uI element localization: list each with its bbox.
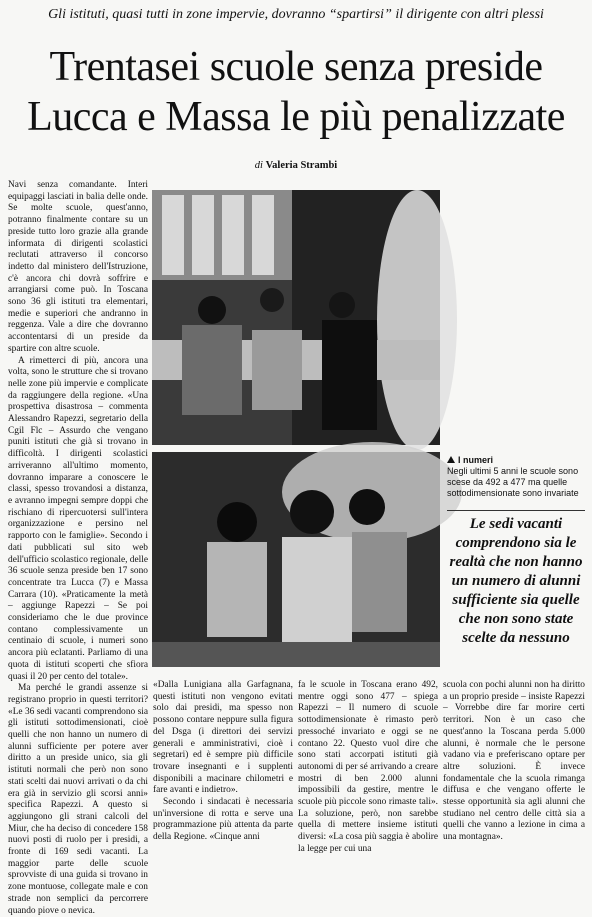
paragraph: A rimetterci di più, ancora una volta, sono le strutture che si trovano nelle zone più impervie e complicate da raggiungere della regione. «Una prospettiva disastrosa – commenta Alessandro Rapezzi, segretario della Cgil Flc – Assurdo che vengano puniti istituti che già si trovano in difficoltà. I dirigenti scolastici arriveranno all'ultimo momento, dovranno imparare a conoscere le classi, spesso trovandosi a distanza, e avranno impegni sempre doppi che rischiano di ripercuotersi sull'intera organizzazione e persino nel rapporto con le famiglie». Secondo i dati pubblicati sul sito web dell'ufficio scolastico regionale, delle 36 scuole senza preside ben 17 sono concentrate tra Lucca (7) e Massa Carrara (10). «Praticamente la metà – aggiunge Rapezzi – Se poi consideriamo che le due province contano complessivamente un centinaio di scuole, i numeri sono ancora più eclatanti. Parliamo di una quota di istituti scoperti che sfiora quasi il 20 per cento del totale». <box>8 355 149 682</box>
caption-text: Negli ultimi 5 anni le scuole sono scese da 492 a 477 ma quelle sottodimensionate sono invariate <box>447 466 579 498</box>
article-column-2 <box>153 680 293 843</box>
byline <box>0 160 592 171</box>
article-column-3 <box>298 680 438 854</box>
article-column-1 <box>8 180 149 916</box>
triangle-icon <box>447 456 455 463</box>
paragraph: «Dalla Lunigiana alla Garfagnana, questi istituti non vengono evitati solo dai presidi, ma spesso non possono contare neppure sulla figura del Dsga (i direttori dei servizi generali e amministrativi, cioè i segretari) ed è sempre più difficile trovare insegnanti e i supplenti disponibili a macinare chilometri e fare avanti e indietro». <box>153 680 293 796</box>
paragraph: Ma perché le grandi assenze si registrano proprio in questi territori? «Le 36 sedi vacanti comprendono sia gli istituti sottodimensionati, cioè quelli che non hanno un numero di alunni sufficiente per potere aver diritto a un preside unico, sia gli istituti normali che però non sono stati scelti dai nuovi arrivati o da chi era già in servizio gli scorsi anni» specifica Rapezzi. A questo si aggiungono gli strani calcoli del Miur, che ha deciso di concedere 158 nuovi posti di ruolo per i presidi, a fronte di 169 sedi vacanti. La maggior parte delle scuole sprovviste di una guida si trovano in zone montuose, collegate male e con strade non semplici da percorrere quando piove o nevica. <box>8 683 148 916</box>
caption-title: I numeri <box>458 455 494 465</box>
paragraph: Secondo i sindacati è necessaria un'inversione di rotta e serve una programmazione più attenta da parte della Regione. «Cinque anni <box>153 797 293 843</box>
pull-quote: Le sedi vacanti comprendono sia le realtà che non hanno un numero di alunni sufficiente sia quelle che non sono state scelte da nessuno <box>447 510 585 648</box>
byline-prefix: di <box>254 160 263 171</box>
classroom-photo <box>152 190 440 445</box>
byline-author: Valeria Strambi <box>265 160 338 171</box>
photo-caption <box>447 455 585 499</box>
headline-line-1: Trentasei scuole senza preside <box>49 44 543 90</box>
headline-line-2: Lucca e Massa le più penalizzate <box>27 94 565 140</box>
kicker: Gli istituti, quasi tutti in zone impervie, dovranno “spartirsi” il dirigente con altri plessi <box>48 7 544 22</box>
students-backpacks-photo <box>152 452 440 667</box>
paragraph: Navi senza comandante. Interi equipaggi lasciati in balia delle onde. Se molte scuole, quest'anno, potranno finalmente contare su un preside tutto loro grazie alla grande informata di dirigenti scolastici reclutati attraverso il concorso indetto dal ministero dell'Istruzione, c'è ancora chi dovrà soffrire e arrangiarsi come può. In Toscana sono 36 gli istituti tra elementari, medie e superiori che andranno in reggenza. Vale a dire che dovranno accontentarsi di un preside da spartire con altre scuole. <box>8 180 148 354</box>
article-column-4 <box>443 680 585 843</box>
paragraph: scuola con pochi alunni non ha diritto a un proprio preside – insiste Rapezzi – Vorrebbe dire far morire certi territori. Non è un caso che quest'anno la Toscana perda 5.000 alunni, è normale che le persone vadano via e preferiscano optare per altre soluzioni. È invece fondamentale che la scuola rimanga diffusa e che vengano offerte le stesse opportunità sia agli alunni che studiano nel centro delle città sia a quelli che vanno a lezione in cima a una montagna». <box>443 680 585 843</box>
paragraph: fa le scuole in Toscana erano 492, mentre oggi sono 477 – spiega Rapezzi – Il numero di scuole sottodimensionate è rimasto però pressoché invariato e oggi se ne contano 22. Questo vuol dire che sono stati accorpati istituti già autonomi di per sé arrivando a creare mostri di ben 2.000 alunni impossibili da gestire, mentre le scuole più piccole sono rimaste tali». La soluzione, però, non sarebbe quella di mettere insieme istituti diversi: «La cosa più saggia è abolire la legge per cui una <box>298 680 438 854</box>
